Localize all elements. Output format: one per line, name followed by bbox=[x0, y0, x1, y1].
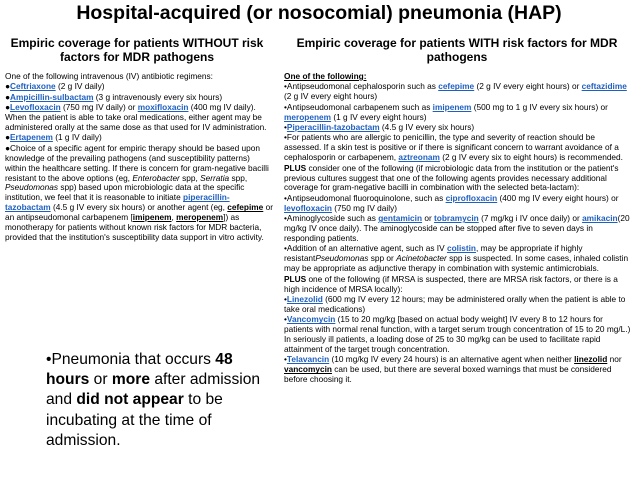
drug-link-cefepime[interactable]: cefepime bbox=[438, 81, 475, 92]
right-column-heading: Empiric coverage for patients WITH risk factors for MDR pathogens bbox=[296, 36, 618, 64]
list-item: •Telavancin (10 mg/kg IV every 24 hours) is an alternative agent when neither linezolid nor vancomycin can be used, but there are several boxed warnings that must be considered before choosing it. bbox=[284, 354, 622, 385]
drug-link-imipenem[interactable]: imipenem bbox=[132, 212, 172, 223]
drug-link-ciprofloxacin[interactable]: ciprofloxacin bbox=[445, 192, 498, 203]
list-item: •Aminoglycoside such as gentamicin or tobramycin (7 mg/kg i IV once daily) or amikacin(20 mg/kg IV once daily). The aminoglycoside can be stopped after five to seven days in responding patients. bbox=[284, 213, 630, 243]
page-title: Hospital-acquired (or nosocomial) pneumonia (HAP) bbox=[76, 2, 562, 24]
drug-link-telavancin[interactable]: Telavancin bbox=[286, 354, 330, 365]
left-column-heading: Empiric coverage for patients WITHOUT risk factors for MDR pathogens bbox=[10, 36, 264, 64]
list-item: ●Ceftriaxone (2 g IV daily) bbox=[5, 81, 105, 92]
list-item: ●Ampicillin-sulbactam (3 g intravenously every six hours) bbox=[5, 91, 223, 102]
drug-link-linezolid[interactable]: linezolid bbox=[574, 354, 608, 365]
drug-link-tobramycin[interactable]: tobramycin bbox=[434, 213, 479, 224]
drug-link-ertapenem[interactable]: Ertapenem bbox=[10, 132, 53, 143]
plus-paragraph: PLUS consider one of the following (if microbiologic data from the institution or the patient's previous cultures suggest that one of the following agents provides necessary additional coverage for gram-negative bacilli in combination with the selected beta-lactam): bbox=[284, 162, 619, 193]
list-item: ●Ertapenem (1 g IV daily) bbox=[5, 132, 102, 143]
list-item: •Linezolid (600 mg IV every 12 hours; may be administered orally when the patient is able to take oral medications) bbox=[284, 293, 626, 314]
choice-paragraph: ●Choice of a specific agent for empiric therapy should be based upon knowledge of the prevailing pathogens (and susceptibility patterns) within the healthcare setting. If there is concern for gram-negative bacilli resistant to the above options (eg, Enterobacter spp, Serratia spp, Pseudomonas spp) based upon microbiologic data at the specific institution, we feel that it is reasonable to initiate piperacillin-tazobactam (4.5 g IV every six hours) or another agent (eg, cefepime or an antipseudomonal carbapenem [imipenem, meropenem]) as monotherapy for patients without known risk factors for MDR bacteria, provided that the institution's susceptibility data support in vitro activity. bbox=[5, 142, 273, 242]
list-item: •Vancomycin (15 to 20 mg/kg [based on actual body weight] IV every 8 to 12 hours for patients with normal renal function, with a target serum trough concentration of 15 to 20 mg/L.) In seriously ill patients, a loading dose of 25 to 30 mg/kg can be used to facilitate rapid attainment of the target trough concentration. bbox=[284, 314, 631, 354]
hap-definition-callout: •Pneumonia that occurs 48 hours or more after admission and did not appear to be incubating at the time of admission. bbox=[46, 351, 261, 449]
drug-link-piperacillin-tazobactam[interactable]: Piperacillin-tazobactam bbox=[286, 122, 380, 133]
list-item: ●Levofloxacin (750 mg IV daily) or moxifloxacin (400 mg IV daily). When the patient is able to take oral medications, either agent may be administered orally at the same dose as that used for IV administration. bbox=[5, 102, 267, 133]
list-item: •Antipseudomonal carbapenem such as imipenem (500 mg to 1 g IV every six hours) or meropenem (1 g IV every eight hours) bbox=[284, 101, 608, 122]
drug-link-meropenem[interactable]: meropenem bbox=[284, 111, 332, 122]
list-item: •Antipseudomonal fluoroquinolone, such as ciprofloxacin (400 mg IV every eight hours) or levofloxacin (750 mg IV daily) bbox=[284, 192, 619, 213]
drug-link-colistin[interactable]: colistin bbox=[446, 243, 476, 254]
drug-link-moxifloxacin[interactable]: moxifloxacin bbox=[137, 102, 189, 113]
drug-link-ceftazidime[interactable]: ceftazidime bbox=[581, 81, 627, 92]
drug-link-ceftriaxone[interactable]: Ceftriaxone bbox=[10, 81, 56, 92]
drug-link-aztreonam[interactable]: aztreonam bbox=[398, 152, 440, 163]
drug-link-vancomycin[interactable]: Vancomycin bbox=[286, 314, 336, 325]
drug-link-vancomycin[interactable]: vancomycin bbox=[284, 364, 332, 375]
left-column bbox=[5, 72, 273, 243]
right-column bbox=[284, 72, 632, 386]
right-intro: One of the following: bbox=[284, 71, 367, 81]
list-item: •Addition of an alternative agent, such as IV colistin, may be appropriate if highly resistantPseudomonas spp or Acinetobacter spp is suspected. In some cases, inhaled colistin may be appropriate as adjunctive therapy in combination with systemic antimicrobials. bbox=[284, 243, 629, 274]
list-item: •Piperacillin-tazobactam (4.5 g IV every six hours) bbox=[284, 122, 475, 133]
left-intro: One of the following intravenous (IV) antibiotic regimens: bbox=[5, 71, 213, 81]
drug-link-amikacin[interactable]: amikacin bbox=[582, 213, 618, 224]
drug-link-cefepime[interactable]: cefepime bbox=[227, 202, 264, 213]
list-item: •For patients who are allergic to penicillin, the type and severity of reaction should be assessed. If a skin test is positive or if there is significant concern to warrant avoidance of a cephalosporin or carbapenem, aztreonam (2 g IV every six to eight hours) is recommended. bbox=[284, 132, 623, 163]
drug-link-levofloxacin[interactable]: Levofloxacin bbox=[10, 102, 61, 113]
list-item: •Antipseudomonal cephalosporin such as cefepime (2 g IV every eight hours) or ceftazidime (2 g IV every eight hours) bbox=[284, 81, 627, 102]
drug-link-linezolid[interactable]: Linezolid bbox=[286, 293, 323, 304]
drug-link-piperacillin-tazobactam[interactable]: piperacillin-tazobactam bbox=[5, 192, 230, 213]
drug-link-ampicillin-sulbactam[interactable]: Ampicillin-sulbactam bbox=[10, 91, 94, 102]
drug-link-levofloxacin[interactable]: levofloxacin bbox=[284, 202, 332, 213]
drug-link-meropenem[interactable]: meropenem bbox=[176, 212, 224, 223]
plus-paragraph: PLUS one of the following (if MRSA is suspected, there are MRSA risk factors, or there is a high incidence of MRSA locally): bbox=[284, 273, 618, 294]
drug-link-imipenem[interactable]: imipenem bbox=[432, 101, 472, 112]
drug-link-gentamicin[interactable]: gentamicin bbox=[378, 213, 423, 224]
